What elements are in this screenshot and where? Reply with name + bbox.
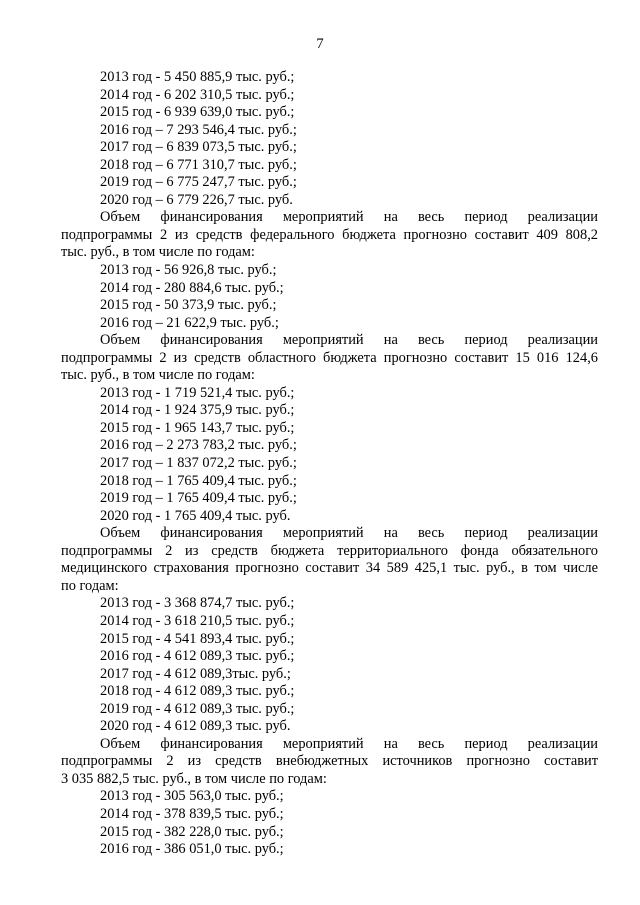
document-body xyxy=(61,69,598,859)
paragraph-first-line: Объем финансирования мероприятий на весь период реализации xyxy=(100,209,598,226)
funding-year-line: 2015 год - 382 228,0 тыс. руб.; xyxy=(100,823,284,840)
funding-year-line: 2015 год - 6 939 639,0 тыс. руб.; xyxy=(100,104,295,121)
funding-year-line: 2015 год - 1 965 143,7 тыс. руб.; xyxy=(100,419,295,436)
paragraph-last-line: тыс. руб., в том числе по годам: xyxy=(61,367,255,384)
funding-year-line: 2017 год – 6 839 073,5 тыс. руб.; xyxy=(100,139,297,156)
funding-year-line: 2017 год - 4 612 089,3тыс. руб.; xyxy=(100,665,291,682)
funding-year-line: 2020 год - 4 612 089,3 тыс. руб. xyxy=(100,718,291,735)
funding-year-line: 2017 год – 1 837 072,2 тыс. руб.; xyxy=(100,455,297,472)
funding-year-line: 2013 год - 5 450 885,9 тыс. руб.; xyxy=(100,69,295,85)
funding-year-line: 2013 год - 305 563,0 тыс. руб.; xyxy=(100,788,284,805)
paragraph-first-line: Объем финансирования мероприятий на весь период реализации xyxy=(100,735,598,752)
paragraph-first-line: Объем финансирования мероприятий на весь период реализации xyxy=(100,332,598,349)
funding-year-line: 2018 год – 1 765 409,4 тыс. руб.; xyxy=(100,472,297,489)
funding-year-line: 2014 год - 3 618 210,5 тыс. руб.; xyxy=(100,612,295,629)
funding-year-line: 2016 год – 7 293 546,4 тыс. руб.; xyxy=(100,121,297,138)
funding-year-line: 2015 год - 4 541 893,4 тыс. руб.; xyxy=(100,630,295,647)
funding-year-line: 2019 год - 4 612 089,3 тыс. руб.; xyxy=(100,700,295,717)
funding-year-line: 2013 год - 56 926,8 тыс. руб.; xyxy=(100,262,277,279)
paragraph-last-line: 3 035 882,5 тыс. руб., в том числе по годам: xyxy=(61,770,327,787)
funding-year-line: 2019 год – 1 765 409,4 тыс. руб.; xyxy=(100,490,297,507)
paragraph-line: подпрограммы 2 из средств федерального бюджета прогнозно составит 409 808,2 xyxy=(61,226,598,243)
funding-year-line: 2013 год - 1 719 521,4 тыс. руб.; xyxy=(100,384,295,401)
paragraph-line: подпрограммы 2 из средств внебюджетных источников прогнозно составит xyxy=(61,753,598,770)
paragraph-line: подпрограммы 2 из средств областного бюджета прогнозно составит 15 016 124,6 xyxy=(61,349,598,366)
funding-year-line: 2016 год - 4 612 089,3 тыс. руб.; xyxy=(100,648,295,665)
funding-year-line: 2014 год - 1 924 375,9 тыс. руб.; xyxy=(100,402,295,419)
paragraph-first-line: Объем финансирования мероприятий на весь период реализации xyxy=(100,525,598,542)
funding-year-line: 2014 год - 6 202 310,5 тыс. руб.; xyxy=(100,86,295,103)
funding-year-line: 2018 год – 6 771 310,7 тыс. руб.; xyxy=(100,156,297,173)
funding-year-line: 2020 год – 6 779 226,7 тыс. руб. xyxy=(100,191,293,208)
page-number: 7 xyxy=(316,36,324,52)
paragraph-last-line: тыс. руб., в том числе по годам: xyxy=(61,244,255,261)
funding-year-line: 2015 год - 50 373,9 тыс. руб.; xyxy=(100,297,277,314)
funding-year-line: 2019 год – 6 775 247,7 тыс. руб.; xyxy=(100,174,297,191)
funding-year-line: 2020 год - 1 765 409,4 тыс. руб. xyxy=(100,507,291,524)
funding-year-line: 2013 год - 3 368 874,7 тыс. руб.; xyxy=(100,595,295,612)
funding-year-line: 2016 год – 21 622,9 тыс. руб.; xyxy=(100,314,279,331)
funding-year-line: 2016 год - 386 051,0 тыс. руб.; xyxy=(100,841,284,858)
funding-year-line: 2014 год - 280 884,6 тыс. руб.; xyxy=(100,279,284,296)
paragraph-line: медицинского страхования прогнозно составит 34 589 425,1 тыс. руб., в том числе xyxy=(61,560,598,577)
paragraph-line: подпрограммы 2 из средств бюджета территориального фонда обязательного xyxy=(61,542,598,559)
funding-year-line: 2018 год - 4 612 089,3 тыс. руб.; xyxy=(100,683,295,700)
funding-year-line: 2014 год - 378 839,5 тыс. руб.; xyxy=(100,805,284,822)
paragraph-last-line: по годам: xyxy=(61,577,119,594)
funding-year-line: 2016 год – 2 273 783,2 тыс. руб.; xyxy=(100,437,297,454)
